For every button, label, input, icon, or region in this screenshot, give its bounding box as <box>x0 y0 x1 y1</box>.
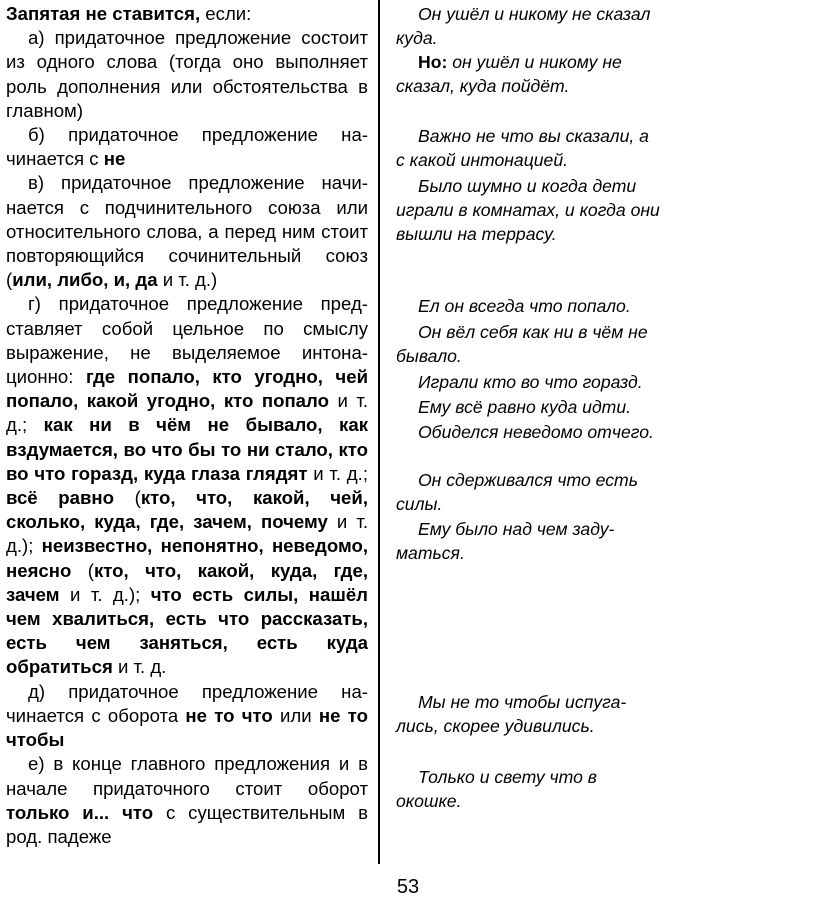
page-number: 53 <box>396 876 420 898</box>
example-d: Мы не то чтобы испугались, скорее удивились. <box>396 692 627 737</box>
example-b: Важно не что вы сказали, а с какой интонацией. <box>396 126 649 171</box>
example-g-6: Он сдерживался что есть силы. <box>396 470 638 515</box>
column-divider <box>378 0 380 864</box>
example-a: Он ушёл и никому не сказал куда. <box>396 4 651 49</box>
example-v: Было шумно и когда дети играли в комнатах, и когда они вышли на террасу. <box>396 176 660 245</box>
rule-b: б) придаточное предложение начинается с не <box>6 124 368 170</box>
rule-e: е) в конце главного предложения и в начале придаточного стоит оборот только и... что с существительным в род. падеже <box>6 753 368 847</box>
rule-v: в) придаточное предложение начинается с подчинительного союза или относительного слова, а перед ним стоит повторяющийся сочинительный союз (или, либо, и, да и т. д.) <box>6 172 368 291</box>
example-g-1: Ел он всегда что попало. <box>418 296 631 316</box>
rule-d: д) придаточное предложение начинается с оборота не то что или не то чтобы <box>6 680 368 751</box>
example-g-5: Обиделся неведомо отчего. <box>418 422 654 442</box>
rules-heading-bold: Запятая не ставится, <box>6 3 201 24</box>
rules-column <box>6 2 368 849</box>
rules-heading: Запятая не ставится, если: <box>6 3 252 24</box>
example-g-7: Ему было над чем задуматься. <box>396 519 615 564</box>
rule-g: г) придаточное предложение представляет собой цельное по смыслу выражение, не выделяемое интонационно: где попало, кто угодно, чей попало, какой угодно, кто попало и т. д.; как ни в чём не бывало, как вздумается, во что бы то ни стало, кто во что горазд, куда глаза глядят и т. д.; всё равно (кто, что, какой, чей, сколько, куда, где, зачем, почему и т. д.); неизвестно, непонятно, неведомо, неясно (кто, что, какой, куда, где, зачем и т. д.); что есть силы, нашёл чем хвалиться, есть что рассказать, есть чем заняться, есть куда обратиться и т. д. <box>6 293 369 678</box>
example-e: Только и свету что в окошке. <box>396 767 597 812</box>
rule-a: а) придаточное предложение состоит из одного слова (тогда оно выполняет роль дополнения или обстоятельства в главном) <box>6 27 368 121</box>
example-g-3: Играли кто во что горазд. <box>418 372 643 392</box>
example-g-2: Он вёл себя как ни в чём не бывало. <box>396 322 648 367</box>
example-g-4: Ему всё равно куда идти. <box>418 397 631 417</box>
example-a-contrast: Но: он ушёл и никому не сказал, куда пойдёт. <box>396 52 622 97</box>
